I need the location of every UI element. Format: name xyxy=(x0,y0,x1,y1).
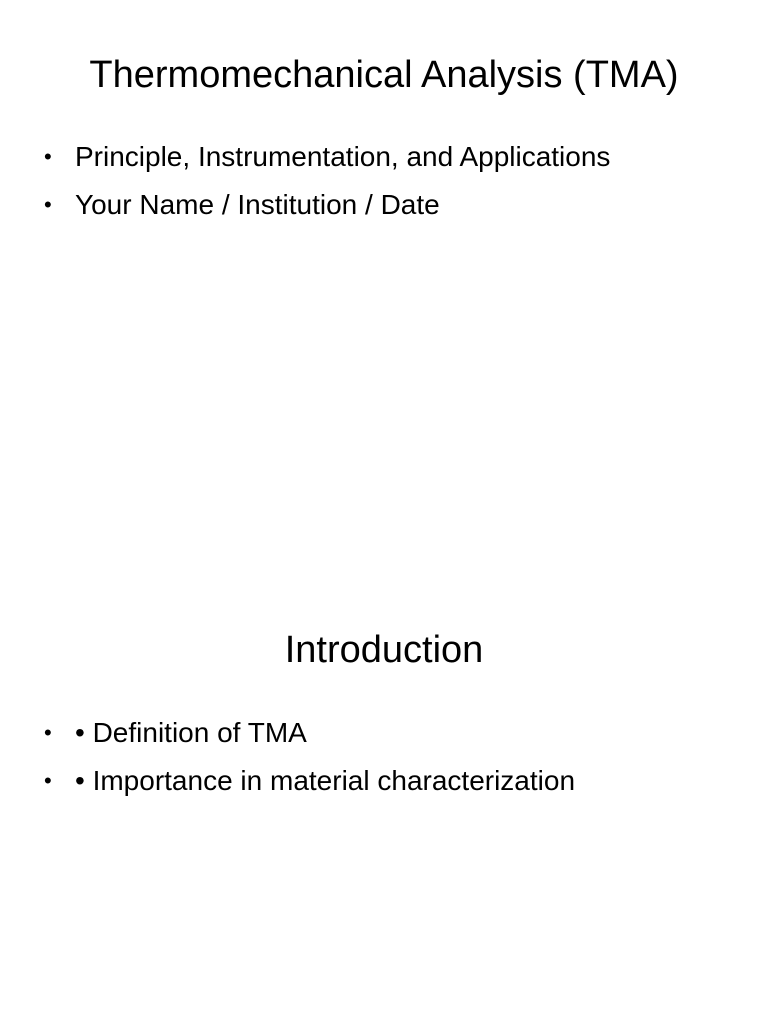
list-item xyxy=(44,188,744,236)
bullet-icon: • xyxy=(44,192,52,217)
bullet-icon: • xyxy=(44,768,52,793)
bullet-text: • Importance in material characterization xyxy=(75,765,576,796)
list-item xyxy=(44,140,744,188)
bullet-text: • Definition of TMA xyxy=(75,717,307,748)
bullet-list xyxy=(44,716,744,812)
bullet-text: Your Name / Institution / Date xyxy=(75,189,440,220)
bullet-text: Principle, Instrumentation, and Applications xyxy=(75,141,611,172)
bullet-icon: • xyxy=(44,720,52,745)
list-item xyxy=(44,716,744,764)
bullet-icon: • xyxy=(44,144,52,169)
bullet-list xyxy=(44,140,744,236)
slide-title: Thermomechanical Analysis (TMA) xyxy=(89,54,679,96)
slide-title: Introduction xyxy=(284,629,484,671)
slide-introduction xyxy=(0,576,768,1024)
list-item xyxy=(44,764,744,812)
